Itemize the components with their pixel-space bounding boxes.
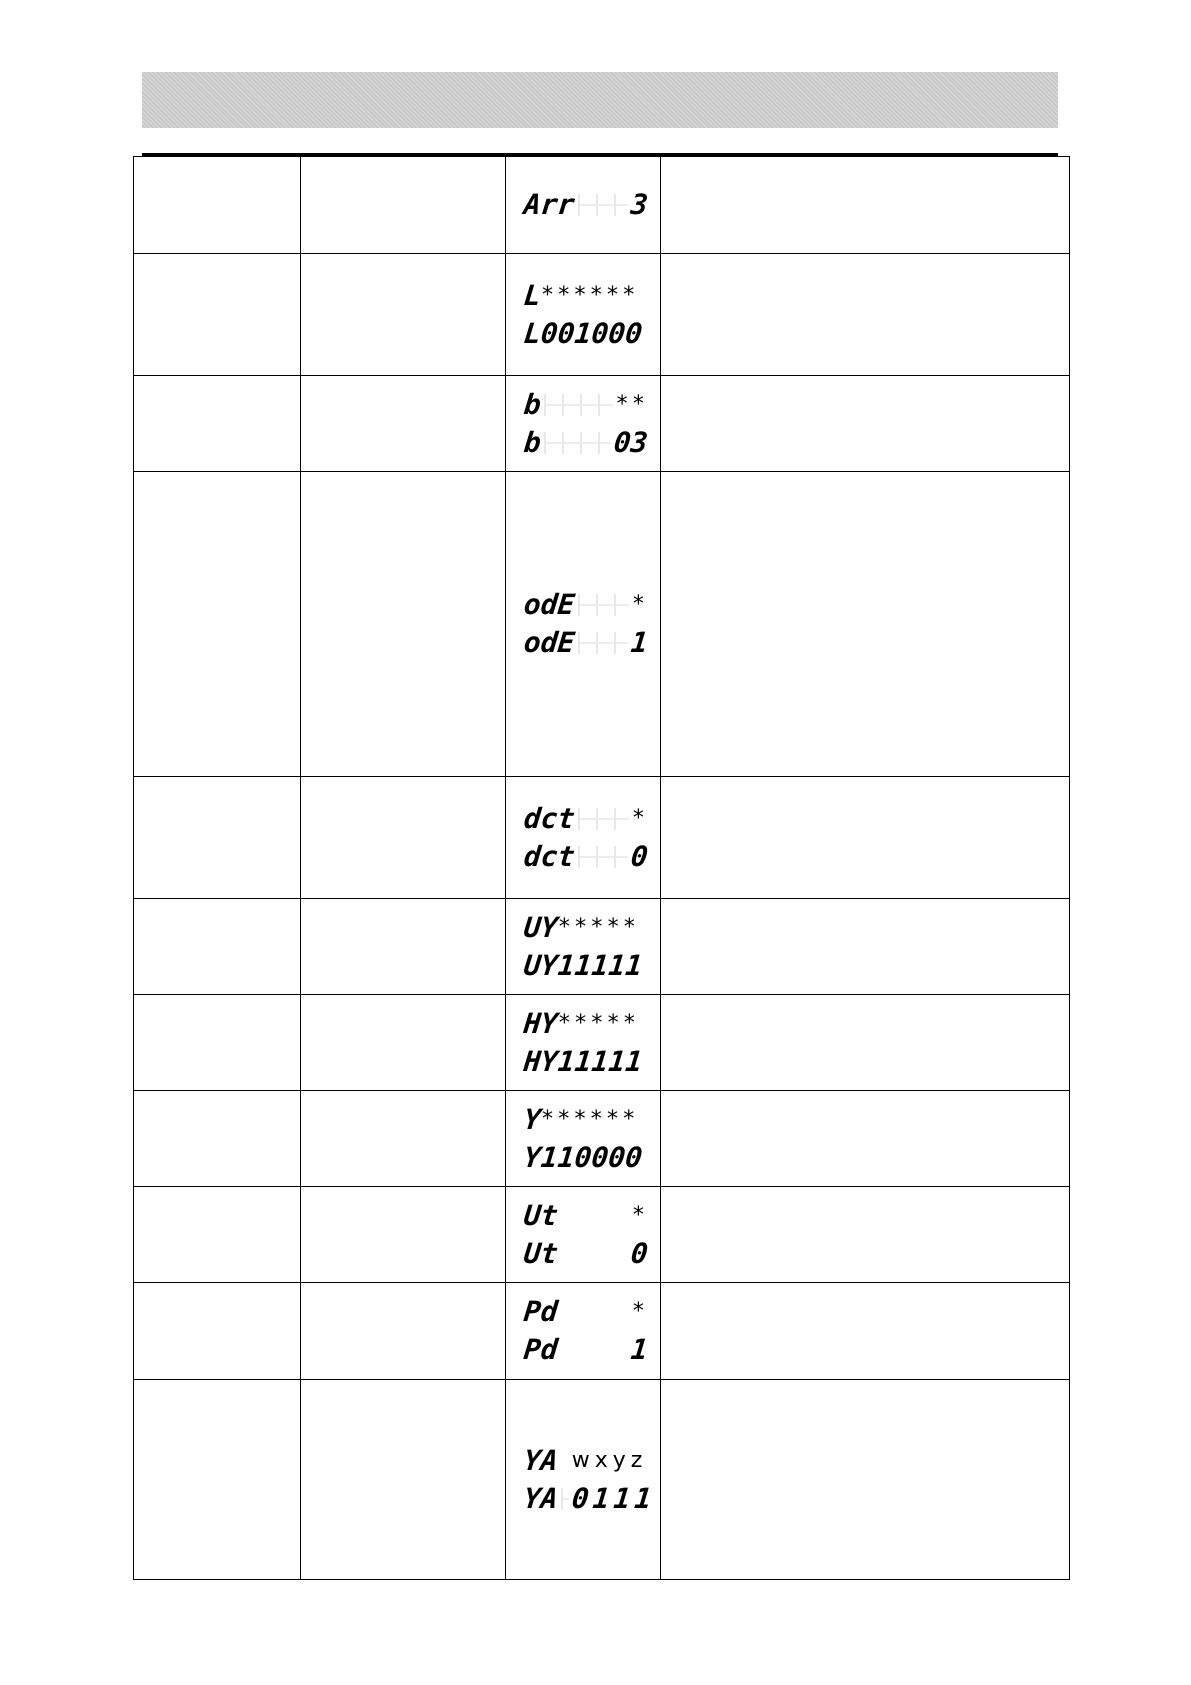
- lcd-prefix: UY: [522, 948, 560, 982]
- table-row: [134, 1283, 1070, 1380]
- lcd-display-cell: [506, 1187, 661, 1283]
- param-name-cell: [301, 1091, 506, 1187]
- lcd-value: 0111: [570, 1481, 657, 1515]
- param-name-cell: [301, 1187, 506, 1283]
- description-cell: [661, 1283, 1070, 1380]
- lcd-display: [522, 1102, 648, 1136]
- lcd-display: [522, 948, 648, 982]
- lcd-display-cell: [506, 376, 661, 472]
- lcd-value: 001000: [539, 316, 644, 350]
- lcd-display: [524, 1297, 648, 1327]
- lcd-prefix: L: [522, 316, 543, 350]
- lcd-display: [522, 1198, 648, 1232]
- lcd-prefix: YA: [522, 1481, 560, 1515]
- lcd-prefix: odE: [522, 588, 577, 621]
- lcd-display: [522, 278, 648, 312]
- lcd-value: *****: [557, 1010, 639, 1036]
- lcd-value: 1: [629, 626, 650, 659]
- lcd-display: [524, 190, 648, 220]
- lcd-value: 1: [629, 1333, 650, 1366]
- lcd-value: ******: [540, 1106, 639, 1132]
- lcd-display: [522, 839, 650, 873]
- lcd-value: *: [631, 805, 648, 831]
- lcd-prefix: UY: [522, 910, 560, 944]
- lcd-prefix: YA: [522, 1443, 560, 1477]
- param-name-cell: [301, 1380, 506, 1580]
- lcd-display: [522, 1044, 648, 1078]
- lcd-prefix: dct: [522, 801, 577, 835]
- lcd-display: [522, 316, 648, 350]
- lcd-prefix: Pd: [522, 1295, 560, 1328]
- lcd-display: [524, 590, 648, 620]
- lcd-value: 0: [629, 1236, 650, 1270]
- param-name-cell: [301, 157, 506, 254]
- table-row: [134, 1380, 1070, 1580]
- description-cell: [661, 995, 1070, 1091]
- param-code-cell: [134, 472, 301, 777]
- lcd-value: 0: [629, 839, 650, 873]
- lcd-display-cell: [506, 1283, 661, 1380]
- lcd-value: 110000: [539, 1140, 644, 1174]
- lcd-value: *: [631, 592, 648, 617]
- lcd-display-cell: [506, 472, 661, 777]
- param-code-cell: [134, 1283, 301, 1380]
- param-code-cell: [134, 777, 301, 899]
- table-row: [134, 899, 1070, 995]
- lcd-prefix: Pd: [522, 1333, 560, 1366]
- lcd-value: *****: [557, 914, 639, 940]
- lcd-display: [522, 1443, 648, 1477]
- description-cell: [661, 899, 1070, 995]
- lcd-display: [522, 387, 648, 421]
- table-row: [134, 376, 1070, 472]
- param-name-cell: [301, 376, 506, 472]
- param-name-cell: [301, 777, 506, 899]
- lcd-prefix: b: [522, 425, 543, 459]
- lcd-prefix: Y: [522, 1140, 543, 1174]
- lcd-prefix: Arr: [522, 188, 577, 221]
- lcd-display-cell: [506, 777, 661, 899]
- lcd-display: [522, 425, 650, 459]
- lcd-display: [522, 1481, 657, 1515]
- param-name-cell: [301, 1283, 506, 1380]
- lcd-display-cell: [506, 254, 661, 376]
- table-row: [134, 472, 1070, 777]
- lcd-value: 03: [612, 425, 650, 459]
- lcd-display: [522, 910, 648, 944]
- table-row: [134, 1187, 1070, 1283]
- lcd-prefix: HY: [522, 1006, 560, 1040]
- description-cell: [661, 472, 1070, 777]
- lcd-prefix: b: [522, 387, 543, 421]
- description-cell: [661, 254, 1070, 376]
- lcd-value: ******: [540, 282, 639, 308]
- param-name-cell: [301, 472, 506, 777]
- lcd-display-cell: [506, 995, 661, 1091]
- lcd-prefix: L: [522, 278, 543, 312]
- lcd-display: [522, 1236, 650, 1270]
- lcd-value: 11111: [556, 1044, 644, 1078]
- table-row: [134, 157, 1070, 254]
- param-code-cell: [134, 1091, 301, 1187]
- lcd-prefix: odE: [522, 626, 577, 659]
- lcd-display-cell: [506, 157, 661, 254]
- lcd-display: [522, 1006, 648, 1040]
- lcd-display: [524, 1335, 648, 1365]
- lcd-display-cell: [506, 899, 661, 995]
- lcd-display: [524, 628, 648, 658]
- param-name-cell: [301, 899, 506, 995]
- lcd-display-cell: [506, 1380, 661, 1580]
- parameter-table: [133, 156, 1070, 1580]
- lcd-prefix: Ut: [522, 1236, 560, 1270]
- lcd-display: [522, 801, 648, 835]
- param-code-cell: [134, 157, 301, 254]
- lcd-prefix: Y: [522, 1102, 543, 1136]
- lcd-value: *: [631, 1202, 648, 1228]
- param-code-cell: [134, 376, 301, 472]
- param-code-cell: [134, 1187, 301, 1283]
- lcd-prefix: dct: [522, 839, 577, 873]
- lcd-prefix: Ut: [522, 1198, 560, 1232]
- param-name-cell: [301, 995, 506, 1091]
- description-cell: [661, 157, 1070, 254]
- lcd-value: **: [615, 391, 648, 417]
- param-code-cell: [134, 899, 301, 995]
- description-cell: [661, 1091, 1070, 1187]
- table-row: [134, 254, 1070, 376]
- lcd-prefix: HY: [522, 1044, 560, 1078]
- table-row: [134, 777, 1070, 899]
- description-cell: [661, 1187, 1070, 1283]
- lcd-value: wxyz: [571, 1447, 648, 1473]
- lcd-value: 3: [629, 188, 650, 221]
- lcd-display-cell: [506, 1091, 661, 1187]
- lcd-display: [522, 1140, 648, 1174]
- param-code-cell: [134, 1380, 301, 1580]
- description-cell: [661, 376, 1070, 472]
- lcd-value: 11111: [556, 948, 644, 982]
- table-row: [134, 1091, 1070, 1187]
- description-cell: [661, 777, 1070, 899]
- param-code-cell: [134, 254, 301, 376]
- param-code-cell: [134, 995, 301, 1091]
- table-row: [134, 995, 1070, 1091]
- header-band: [142, 72, 1058, 128]
- param-name-cell: [301, 254, 506, 376]
- description-cell: [661, 1380, 1070, 1580]
- lcd-value: *: [631, 1299, 648, 1324]
